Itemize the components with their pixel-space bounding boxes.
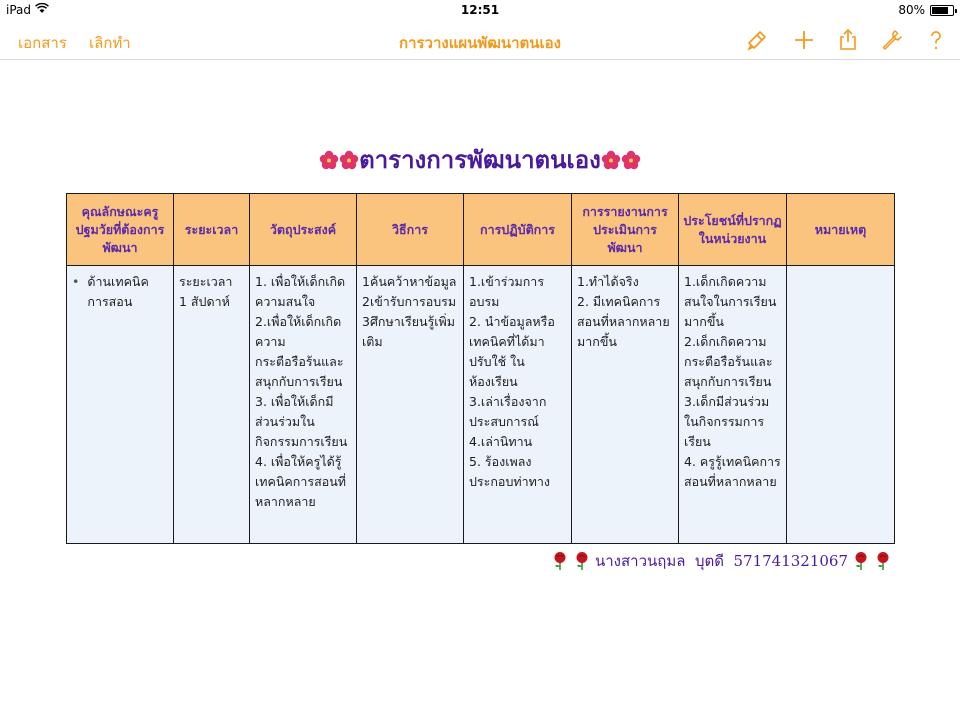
bullet-icon: • — [72, 274, 80, 289]
documents-button[interactable]: เอกสาร — [18, 34, 67, 52]
signature-text: นางสาวนฤมล บุตดี 571741321067 — [594, 552, 848, 570]
help-icon[interactable] — [924, 28, 948, 52]
status-bar — [0, 0, 960, 20]
cell-evaluation[interactable] — [572, 266, 679, 544]
cell-remarks[interactable] — [787, 266, 895, 544]
hibiscus-icon — [339, 147, 359, 167]
status-right — [898, 3, 954, 17]
rose-icon — [551, 551, 569, 571]
cell-duration[interactable] — [174, 266, 250, 544]
header-benefits[interactable]: ประโยชน์ที่ปรากฏในหน่วยงาน — [679, 194, 787, 266]
header-evaluation[interactable]: การรายงานการประเมินการพัฒนา — [572, 194, 679, 266]
share-icon[interactable] — [836, 28, 860, 52]
document-title: การวางแผนพัฒนาตนเอง — [398, 34, 561, 52]
paintbrush-icon[interactable] — [745, 28, 769, 52]
characteristic-text: ด้านเทคนิคการสอน — [87, 274, 149, 309]
header-remarks[interactable]: หมายเหตุ — [787, 194, 895, 266]
toolbar — [0, 20, 960, 60]
clock: 12:51 — [460, 3, 500, 17]
benefits-text: 1.เด็กเกิดความสนใจในการเรียนมากขึ้น 2.เด็กเกิดความกระตือรือร้นและสนุกกับการเรียน 3.เด็กมีส่วนร่วมในกิจกรรมการเรียน 4. ครูรู้เทคนิคการสอนที่หลากหลาย — [684, 274, 781, 489]
cell-practice[interactable] — [464, 266, 572, 544]
battery-icon — [930, 5, 954, 16]
methods-text: 1ค้นคว้าหาข้อมูล 2เข้ารับการอบรม 3ศึกษาเรียนรู้เพิ่มเติม — [362, 274, 457, 349]
bullet-item — [72, 272, 168, 312]
practice-text: 1.เข้าร่วมการอบรม 2. นำข้อมูลหรือเทคนิคที่ได้มาปรับใช้ ในห้องเรียน 3.เล่าเรื่องจากประสบการณ์ 4.เล่านิทาน 5. ร้องเพลงประกอบท่าทาง — [469, 274, 555, 489]
cell-objectives[interactable] — [250, 266, 357, 544]
table-title — [0, 140, 960, 179]
cell-methods[interactable] — [357, 266, 464, 544]
rose-icon — [874, 551, 892, 571]
objectives-text: 1. เพื่อให้เด็กเกิดความสนใจ 2.เพื่อให้เด็กเกิดความกระตือรือร้นและสนุกกับการเรียน 3. เพื่อให้เด็กมีส่วนร่วมในกิจกรรมการเรียน 4. เพื่อให้ครูได้รู้เทคนิคการสอนที่หลากหลาย — [255, 274, 348, 509]
header-practice[interactable]: การปฏิบัติการ — [464, 194, 572, 266]
rose-icon — [852, 551, 870, 571]
table-row — [67, 266, 895, 544]
battery-percent: 80% — [898, 3, 925, 17]
plus-icon[interactable] — [792, 28, 816, 52]
development-plan-table — [66, 193, 895, 544]
hibiscus-icon — [621, 147, 641, 167]
header-methods[interactable]: วิธีการ — [357, 194, 464, 266]
title-text: ตารางการพัฒนาตนเอง — [359, 145, 601, 174]
table-header-row — [67, 194, 895, 266]
duration-text: ระยะเวลา 1 สัปดาห์ — [179, 274, 233, 309]
cell-benefits[interactable] — [679, 266, 787, 544]
wrench-icon[interactable] — [880, 28, 904, 52]
signature-line — [551, 549, 892, 573]
rose-icon — [573, 551, 591, 571]
battery-level — [932, 7, 948, 14]
header-characteristic[interactable]: คุณลักษณะครูปฐมวัยที่ต้องการพัฒนา — [67, 194, 174, 266]
undo-button[interactable]: เลิกทำ — [89, 34, 131, 52]
device-label: iPad — [6, 3, 32, 17]
cell-characteristic[interactable] — [67, 266, 174, 544]
hibiscus-icon — [319, 147, 339, 167]
evaluation-text: 1.ทำได้จริง 2. มีเทคนิคการสอนที่หลากหลายมากขึ้น — [577, 274, 670, 349]
hibiscus-icon — [601, 147, 621, 167]
header-duration[interactable]: ระยะเวลา — [174, 194, 250, 266]
header-objectives[interactable]: วัตถุประสงค์ — [250, 194, 357, 266]
